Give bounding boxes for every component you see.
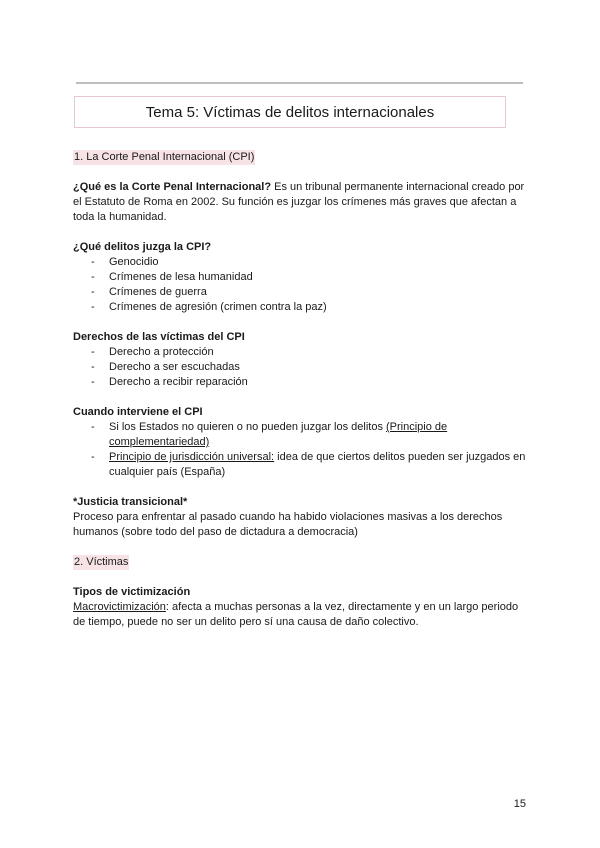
list-item-text: Genocidio xyxy=(109,256,159,268)
header-rule xyxy=(76,82,523,84)
rights-title: Derechos de las víctimas del CPI xyxy=(73,331,245,343)
page-number: 15 xyxy=(513,798,526,810)
list-item-text: idea de que ciertos delitos pueden ser juzgados en cualquier país (España) xyxy=(109,451,526,478)
when-list xyxy=(73,420,528,480)
macro-text: : afecta a muchas personas a la vez, directamente y en un largo periodo de tiempo, puede no ser un delito pero sí una causa de daño colectivo. xyxy=(73,601,519,628)
list-item: - Derecho a ser escuchadas xyxy=(91,361,240,373)
list-item-text: Crímenes de agresión (crimen contra la paz) xyxy=(109,301,327,313)
list-item: - Si los Estados no quieren o no pueden juzgar los delitos (Principio de complementariedad) xyxy=(91,421,448,448)
page-title: Tema 5: Víctimas de delitos internacionales xyxy=(74,96,506,128)
list-item-text: Derecho a ser escuchadas xyxy=(109,361,240,373)
rights-list xyxy=(73,345,528,390)
macro-term: Macrovictimización xyxy=(73,601,166,613)
list-item: - Derecho a recibir reparación xyxy=(91,376,248,388)
crimes-list xyxy=(73,255,528,315)
list-item-text: Crímenes de guerra xyxy=(109,286,207,298)
list-item: - Crímenes de guerra xyxy=(91,286,207,298)
list-item: - Crímenes de agresión (crimen contra la paz) xyxy=(91,301,327,313)
cpi-definition xyxy=(73,180,528,225)
document-body xyxy=(73,150,528,630)
list-item: - Genocidio xyxy=(91,256,159,268)
complementarity-principle: (Principio de complementariedad) xyxy=(109,421,448,448)
list-item: - Principio de jurisdicción universal: idea de que ciertos delitos pueden ser juzgados en cualquier país (España) xyxy=(91,451,526,478)
justice-title: *Justicia transicional* xyxy=(73,496,188,508)
universal-jurisdiction-principle: Principio de jurisdicción universal: xyxy=(109,451,275,463)
justice-text: Proceso para enfrentar al pasado cuando ha habido violaciones masivas a los derechos humanos (sobre todo del paso de dictadura a democracia) xyxy=(73,511,503,538)
list-item-text: Si los Estados no quieren o no pueden juzgar los delitos xyxy=(109,421,387,433)
cpi-question: ¿Qué es la Corte Penal Internacional? xyxy=(73,181,272,193)
section1-heading: 1. La Corte Penal Internacional (CPI) xyxy=(74,151,255,163)
section2-heading: 2. Víctimas xyxy=(74,556,129,568)
list-item: - Crímenes de lesa humanidad xyxy=(91,271,253,283)
list-item-text: Derecho a recibir reparación xyxy=(109,376,248,388)
crimes-question: ¿Qué delitos juzga la CPI? xyxy=(73,241,212,253)
when-title: Cuando interviene el CPI xyxy=(73,406,203,418)
list-item: - Derecho a protección xyxy=(91,346,214,358)
list-item-text: Crímenes de lesa humanidad xyxy=(109,271,253,283)
cpi-answer: Es un tribunal permanente internacional creado por el Estatuto de Roma en 2002. Su función es juzgar los crímenes más graves que afectan a toda la humanidad. xyxy=(73,181,525,223)
types-title: Tipos de victimización xyxy=(73,586,191,598)
macro-definition xyxy=(73,600,528,630)
list-item-text: Derecho a protección xyxy=(109,346,214,358)
